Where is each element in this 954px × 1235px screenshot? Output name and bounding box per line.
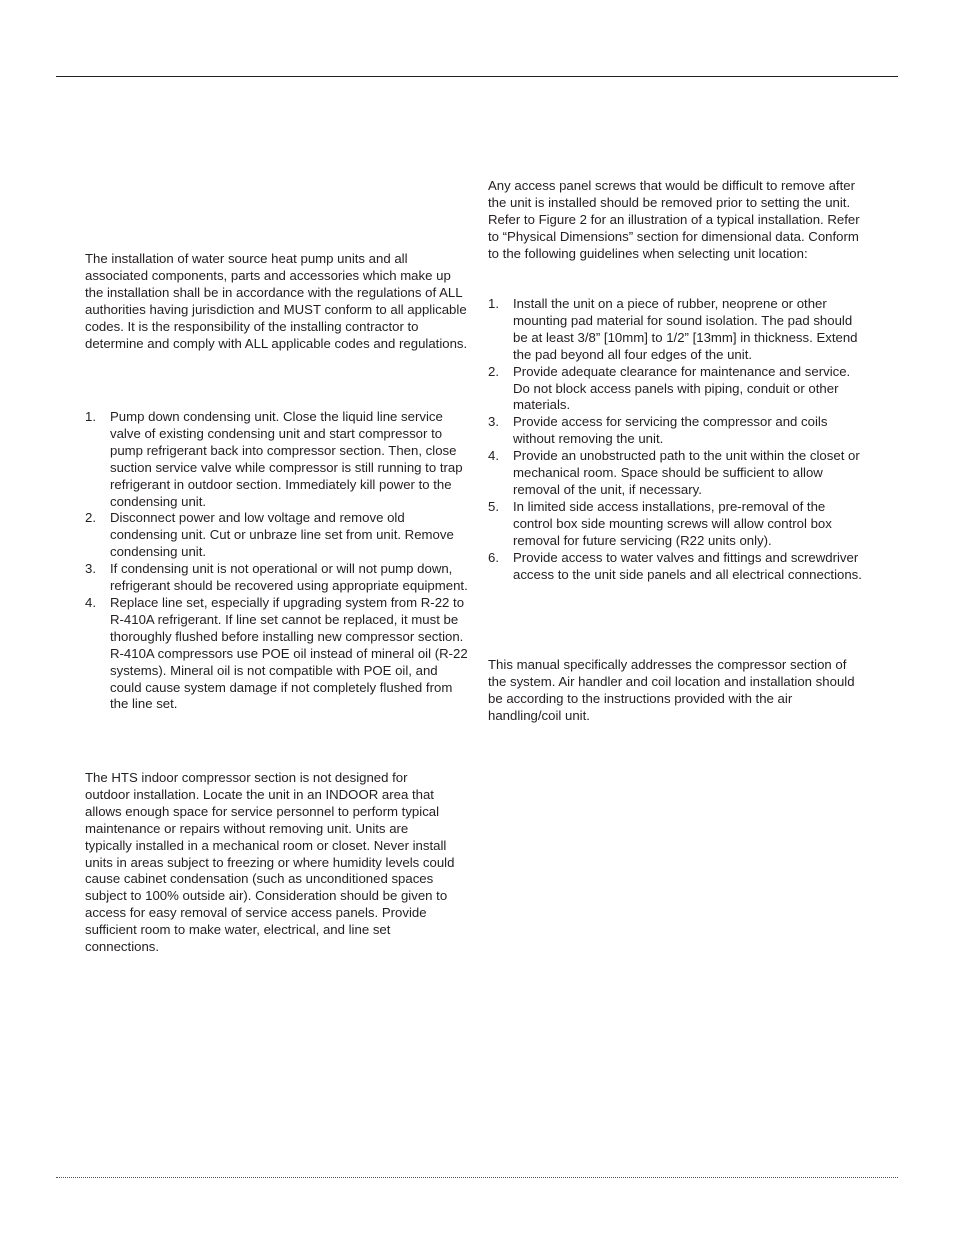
list-item	[488, 364, 868, 415]
list-item	[85, 595, 470, 713]
regulations-paragraph: The installation of water source heat pump units and all associated components, parts and accessories which make up the installation shall be in accordance with the regulations of ALL authorities having jurisdiction and MUST conform to all applicable codes. It is the responsibility of the installing contractor to determine and comply with ALL applicable codes and regulations.	[85, 251, 468, 351]
list-number: 3.	[85, 561, 96, 577]
list-text: Provide adequate clearance for maintenance and service. Do not block access panels with piping, conduit or other materials.	[513, 363, 851, 413]
list-text: Replace line set, especially if upgrading system from R-22 to R-410A refrigerant. If line set cannot be replaced, it must be thoroughly flushed before installing new compressor section. R-410A compressors use POE oil instead of mineral oil (R-22 systems). Mineral oil is not compatible with POE oil, and could cause system damage if not completely flushed from the line set.	[110, 594, 468, 712]
location-guidelines-list	[488, 296, 868, 583]
list-item	[488, 448, 868, 499]
list-number: 4.	[488, 448, 499, 464]
list-item	[488, 414, 868, 448]
list-text: Provide access to water valves and fittings and screwdriver access to the unit side panels and all electrical connections.	[513, 549, 862, 582]
list-number: 2.	[488, 363, 499, 379]
removal-steps-list	[85, 409, 470, 713]
list-item	[85, 561, 470, 595]
list-number: 2.	[85, 510, 96, 526]
list-text: In limited side access installations, pre-removal of the control box side mounting screws will allow control box removal for future servicing (R22 units only).	[513, 498, 832, 548]
list-number: 1.	[488, 296, 499, 311]
list-text: Provide access for servicing the compressor and coils without removing the unit.	[513, 414, 828, 447]
list-item	[488, 296, 868, 364]
list-number: 4.	[85, 594, 96, 610]
header-rule	[56, 76, 898, 77]
list-number: 1.	[85, 409, 96, 424]
list-text: Pump down condensing unit. Close the liquid line service valve of existing condensing unit and start compressor to pump refrigerant back into compressor section. Then, close suction service valve while compressor is still running to trap refrigerant in outdoor section. Immediately kill power to the condensing unit.	[110, 409, 463, 509]
list-number: 5.	[488, 498, 499, 514]
list-item	[85, 409, 470, 510]
list-number: 6.	[488, 549, 499, 565]
footer-rule	[56, 1177, 898, 1178]
list-item	[488, 499, 868, 550]
list-number: 3.	[488, 414, 499, 430]
list-text: Provide an unobstructed path to the unit within the closet or mechanical room. Space should be sufficient to allow removal of the unit, if necessary.	[513, 448, 860, 497]
list-item	[85, 510, 470, 561]
list-text: Disconnect power and low voltage and remove old condensing unit. Cut or unbraze line set from unit. Remove condensing unit.	[110, 510, 454, 560]
list-text: If condensing unit is not operational or will not pump down, refrigerant should be recovered using appropriate equipment.	[110, 561, 468, 594]
access-panel-paragraph: Any access panel screws that would be difficult to remove after the unit is installed should be removed prior to setting the unit. Refer to Figure 2 for an illustration of a typical installation. Refer to “Physical Dimensions” section for dimensional data. Conform to the following guidelines when selecting unit location:	[488, 178, 860, 261]
air-handler-paragraph: This manual specifically addresses the compressor section of the system. Air handler and coil location and installation should be according to the instructions provided with the air handling/coil unit.	[488, 657, 855, 723]
list-item	[488, 550, 868, 584]
list-text: Install the unit on a piece of rubber, neoprene or other mounting pad material for sound isolation. The pad should be at least 3/8” [10mm] to 1/2” [13mm] in thickness. Extend the pad beyond all four edges of the unit.	[513, 296, 858, 362]
location-paragraph: The HTS indoor compressor section is not designed for outdoor installation. Locate the unit in an INDOOR area that allows enough space for service personnel to perform typical maintenance or repairs without removing unit. Units are typically installed in a mechanical room or closet. Never install units in areas subject to freezing or where humidity levels could cause cabinet condensation (such as unconditioned spaces subject to 100% outside air). Consideration should be given to access for easy removal of service access panels. Provide sufficient room to make water, electrical, and line set connections.	[85, 770, 455, 955]
